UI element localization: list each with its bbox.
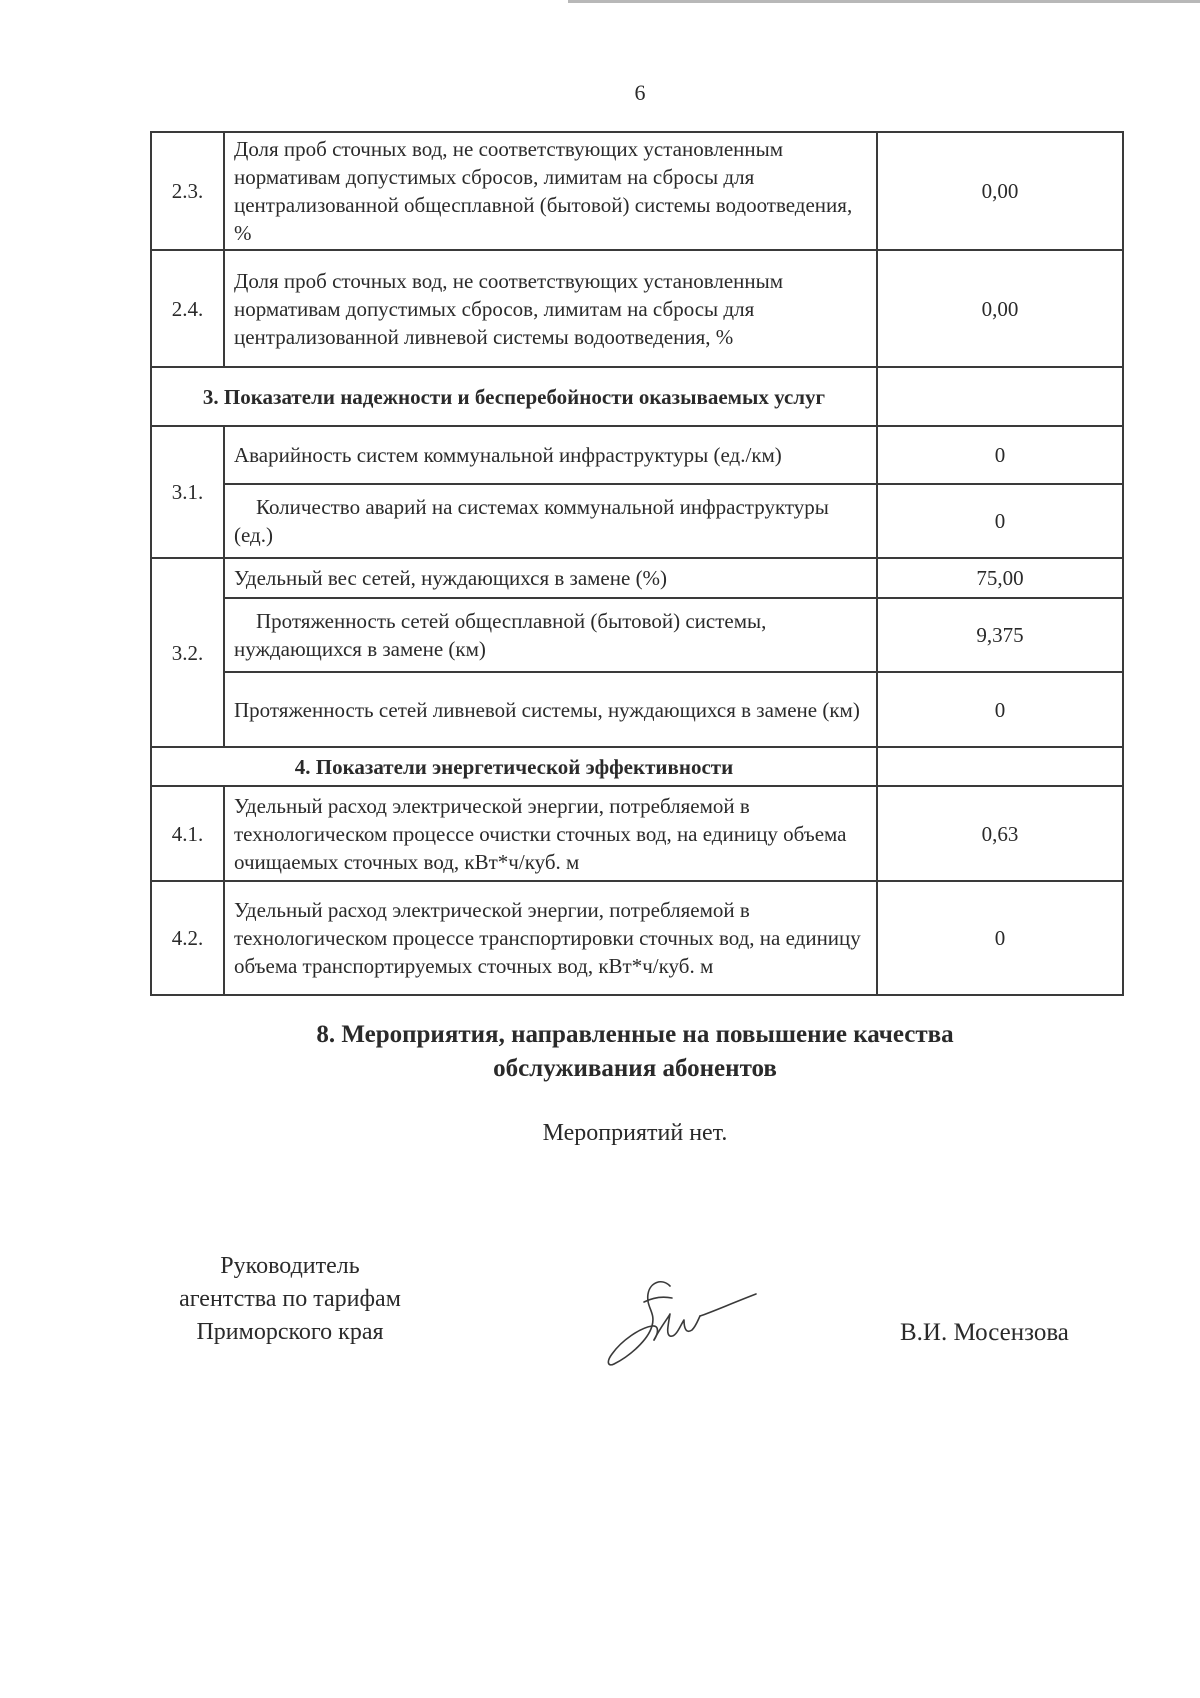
indicator-name: Количество аварий на системах коммунальной инфраструктуры (ед.) xyxy=(224,484,877,558)
table-row xyxy=(151,132,1123,250)
section-8-heading xyxy=(250,1018,1020,1086)
indicator-value: 0,63 xyxy=(877,786,1123,881)
row-number: 3.2. xyxy=(151,558,224,747)
indicator-name: Протяженность сетей ливневой системы, нуждающихся в замене (км) xyxy=(224,672,877,747)
signer-position-line: Руководитель xyxy=(220,1253,360,1279)
section-row xyxy=(151,367,1123,426)
indicator-name: Удельный расход электрической энергии, потребляемой в технологическом процессе транспортировки сточных вод, на единицу объема транспортируемых сточных вод, кВт*ч/куб. м xyxy=(224,881,877,995)
section-8-text: Мероприятий нет. xyxy=(542,1120,728,1146)
table-row xyxy=(151,426,1123,484)
indicator-name: Аварийность систем коммунальной инфраструктуры (ед./км) xyxy=(224,426,877,484)
section-8-title-line: 8. Мероприятия, направленные на повышение качества xyxy=(316,1021,954,1048)
table-row xyxy=(151,250,1123,367)
indicator-value: 0,00 xyxy=(877,250,1123,367)
indicator-value: 0 xyxy=(877,881,1123,995)
section-heading: 4. Показатели энергетической эффективности xyxy=(151,747,877,786)
table-row xyxy=(151,881,1123,995)
table-row xyxy=(151,672,1123,747)
indicator-name: Удельный расход электрической энергии, потребляемой в технологическом процессе очистки сточных вод, на единицу объема очищаемых сточных вод, кВт*ч/куб. м xyxy=(224,786,877,881)
signer-position-line: Приморского края xyxy=(196,1319,384,1345)
row-number: 2.4. xyxy=(151,250,224,367)
section-8-title-line: обслуживания абонентов xyxy=(493,1055,777,1082)
signer-position xyxy=(140,1250,440,1349)
indicator-name: Доля проб сточных вод, не соответствующих установленным нормативам допустимых сбросов, лимитам на сбросы для централизованной ливневой системы водоотведения, % xyxy=(224,250,877,367)
section-row xyxy=(151,747,1123,786)
table-row xyxy=(151,786,1123,881)
row-number: 4.1. xyxy=(151,786,224,881)
indicator-name: Доля проб сточных вод, не соответствующих установленным нормативам допустимых сбросов, лимитам на сбросы для централизованной общесплавной (бытовой) системы водоотведения, % xyxy=(224,132,877,250)
indicator-value: 0 xyxy=(877,672,1123,747)
section-heading: 3. Показатели надежности и бесперебойности оказываемых услуг xyxy=(151,367,877,426)
indicator-name: Протяженность сетей общесплавной (бытовой) системы, нуждающихся в замене (км) xyxy=(224,598,877,672)
handwritten-signature xyxy=(600,1268,760,1378)
indicator-value: 0 xyxy=(877,426,1123,484)
table-row xyxy=(151,484,1123,558)
empty-cell xyxy=(877,367,1123,426)
indicator-value: 0,00 xyxy=(877,132,1123,250)
scan-edge-line xyxy=(568,0,1200,3)
empty-cell xyxy=(877,747,1123,786)
signer-position-line: агентства по тарифам xyxy=(179,1286,401,1312)
indicator-value: 75,00 xyxy=(877,558,1123,598)
indicator-name: Удельный вес сетей, нуждающихся в замене (%) xyxy=(224,558,877,598)
row-number: 3.1. xyxy=(151,426,224,558)
page-number: 6 xyxy=(634,80,646,105)
row-number: 2.3. xyxy=(151,132,224,250)
indicator-value: 9,375 xyxy=(877,598,1123,672)
table-row xyxy=(151,598,1123,672)
indicator-value: 0 xyxy=(877,484,1123,558)
signer-name: В.И. Мосензова xyxy=(900,1319,1069,1346)
indicators-table xyxy=(150,131,1124,996)
row-number: 4.2. xyxy=(151,881,224,995)
table-row xyxy=(151,558,1123,598)
